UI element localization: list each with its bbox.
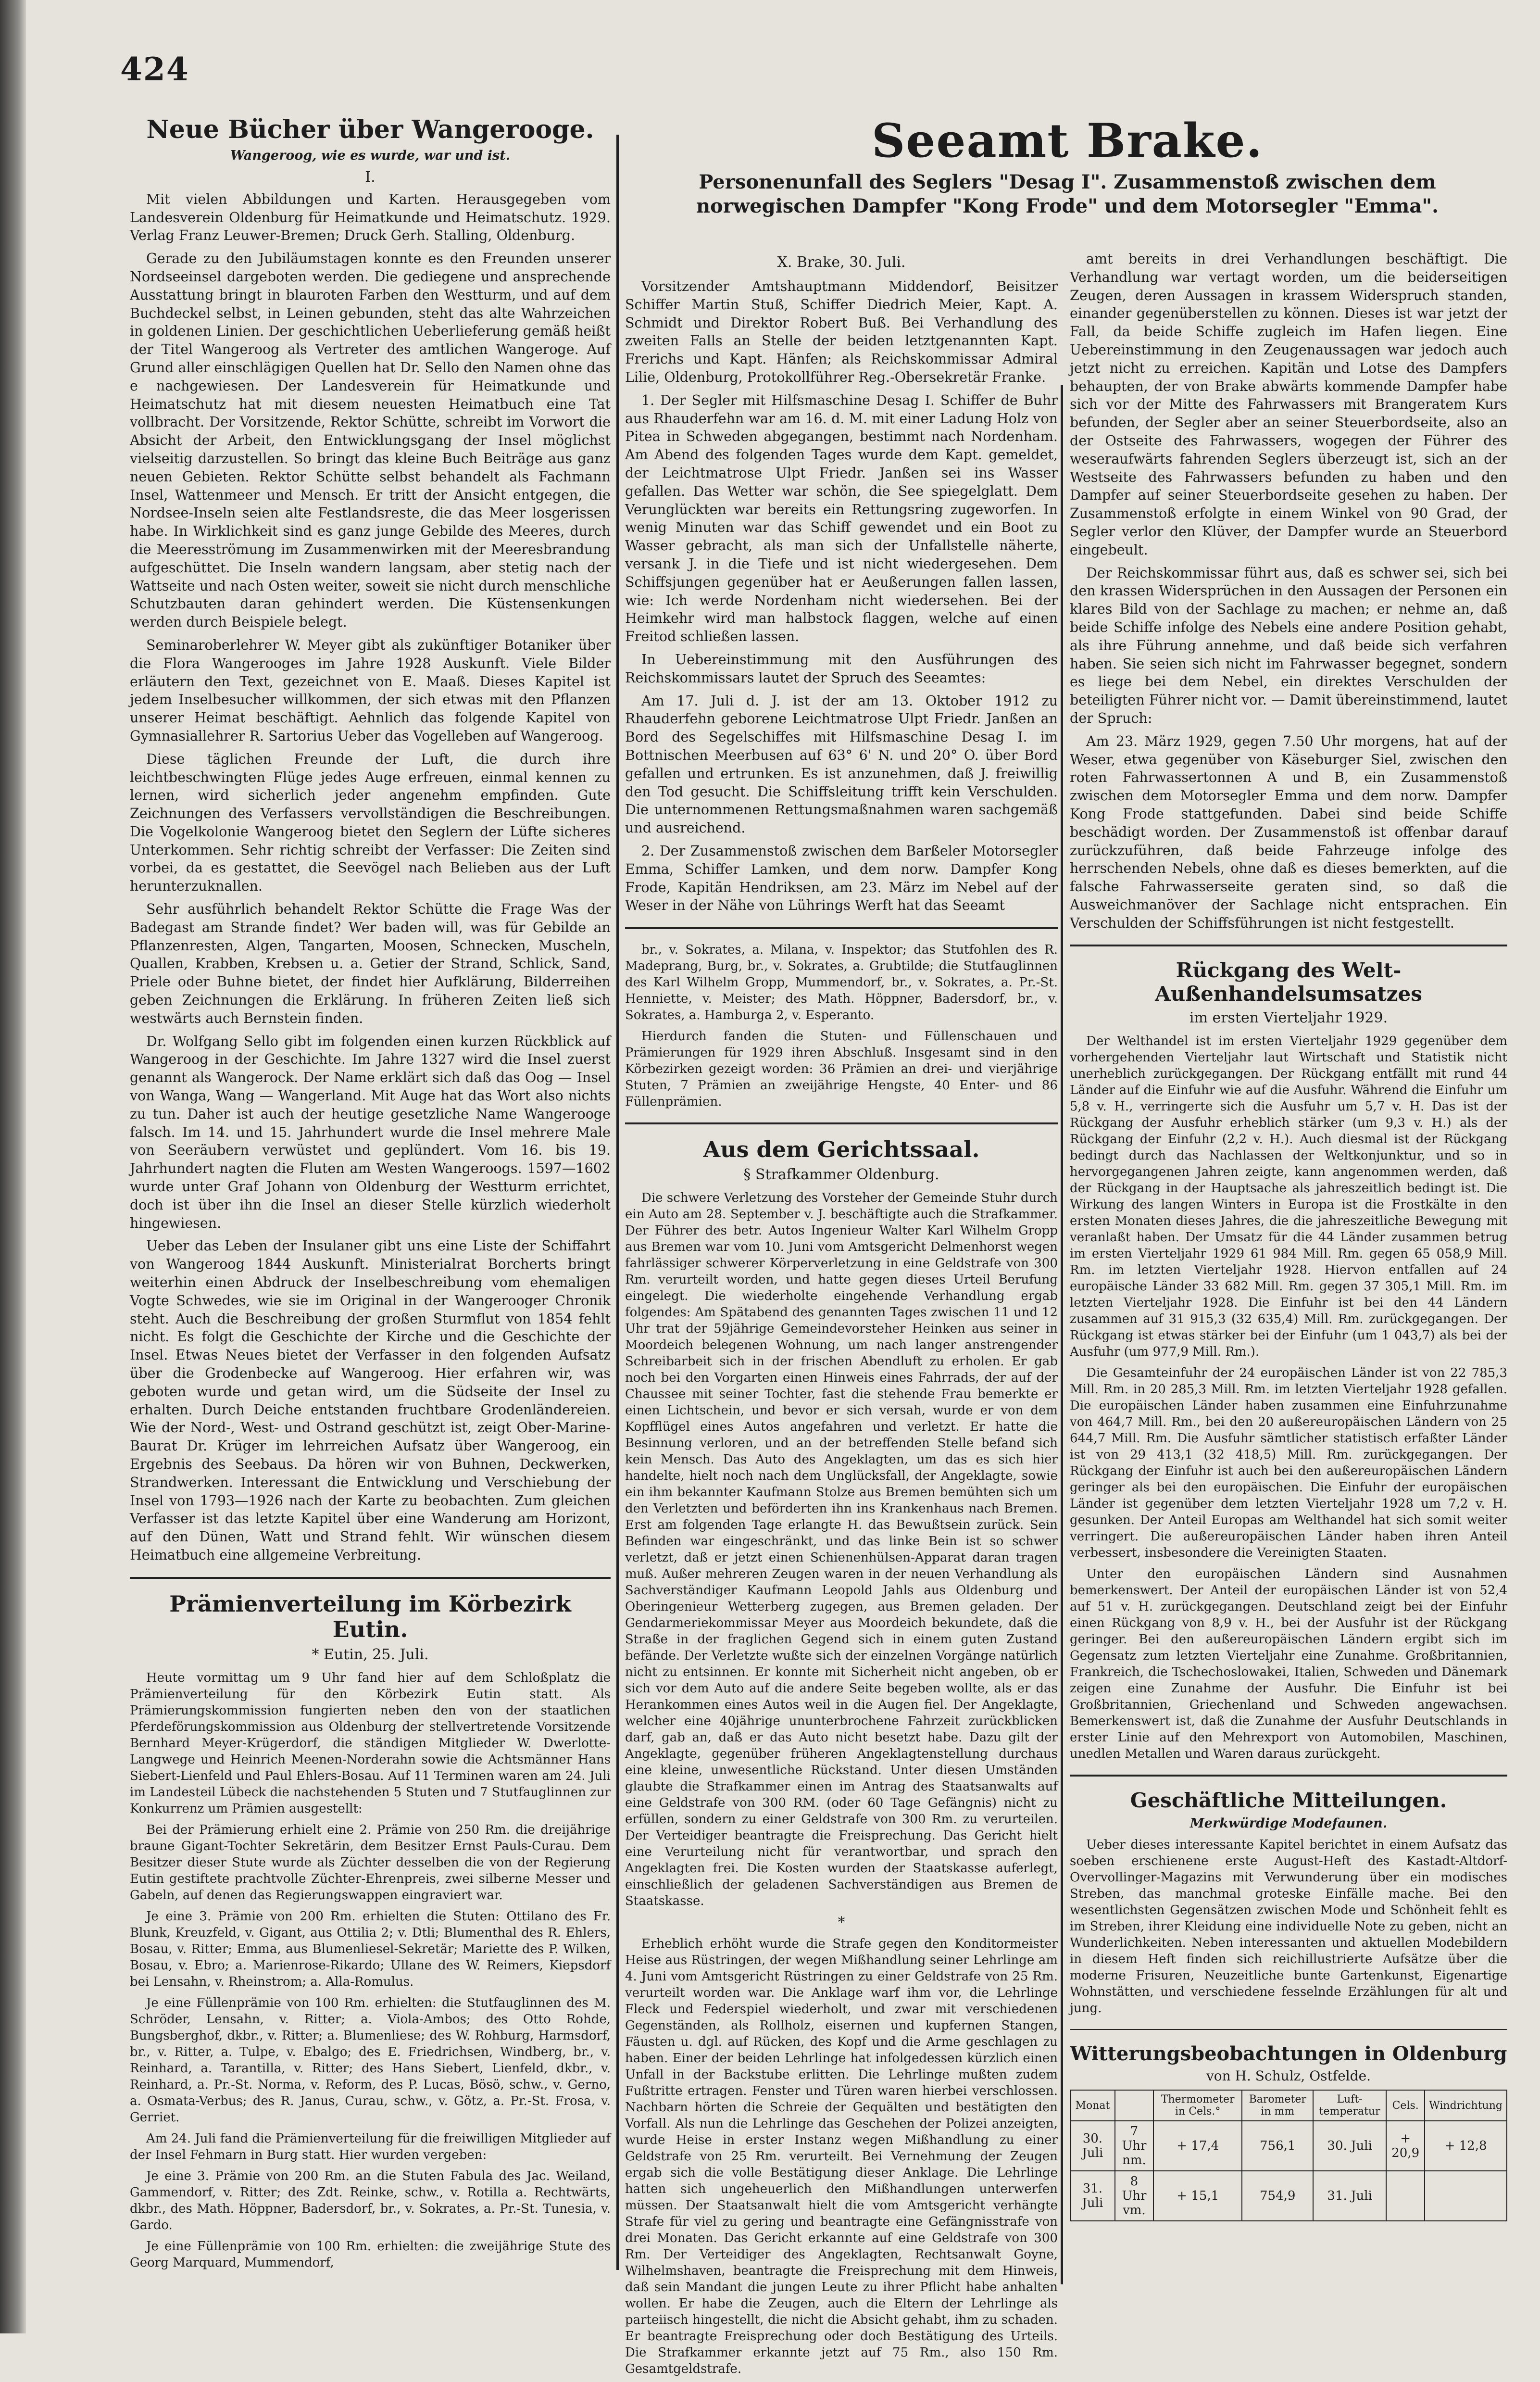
paragraph: Gerade zu den Jubiläumstagen konnte es den Freunden unserer Nordseeinsel dargeboten werden. Die gediegene und ansprechende Ausstattung bringt in blauroten Farben den Westturm, und auf dem Buchdeckel selbst, in Leinen gebunden, steht das alte Wahrzeichen in goldenen Linien. Der geschichtlichen Ueberlieferung gemäß heißt der Titel Wangeroog als Vertreter des amtlichen Wangeroge. Auf Grund aller einschlägigen Quellen hat Dr. Sello den Namen ohne das e nachgewiesen. Der Landesverein für Heimatkunde und Heimatschutz hat mit diesem neuesten Heimatbuch eine Tat vollbracht. Der Vorsitzende, Rektor Schütte, schreibt im Vorwort die Absicht der Arbeit, den Entwicklungsgang der Insel möglichst vielseitig darzustellen. So bringt das kleine Buch Beiträge aus ganz neuen Gebieten. Rektor Schütte selbst behandelt als Fachmann Insel, Wattenmeer und Mensch. Er tritt der Ansicht entgegen, die Nordsee-Inseln seien alte Festlandsreste, die das Meer losgerissen habe. In Wirklichkeit sind es ganz junge Gebilde des Meeres, durch die Meeresströmung im Zusammenwirken mit der Meeresbrandung aufgeschüttet. Die Inseln wandern langsam, aber stetig nach der Wattseite und nach Osten weiter, soweit sie nicht durch menschliche Schutzbauten daran gehindert werden. Die Küstensenkungen werden durch Beispiele belegt. [130, 251, 611, 630]
table-header-cell: Thermometer in Cels.° [1153, 2090, 1242, 2121]
paragraph: Ueber das Leben der Insulaner gibt uns eine Liste der Schiffahrt von Wangeroog 1844 Auskunft. Ministerialrat Borcherts bringt weiterhin einen Abdruck der Inselbeschreibung vom ehemaligen Vogte Schwedes, wie sie im Original in der Wangerooger Chronik steht. Auch die Beschreibung der großen Sturmflut von 1854 fehlt nicht. Es folgt die Geschichte der Kirche und die Geschichte der Insel. Etwas Neues bietet der Verfasser in den folgenden Aufsatz über die Grodenbecke auf Wangeroog. Hier erfahren wir, was geboten wurde und getan wird, um die Südseite der Insel zu erhalten. Durch Deiche entstanden fruchtbare Grodenländereien. Wie der Nord-, West- und Ostrand geschützt ist, zeigt Ober-Marine-Baurat Dr. Krüger im lehrreichen Aufsatz über Wangeroog, ein Ergebnis des Seebaus. Da hören wir von Buhnen, Deckwerken, Strandwerken. Interessant die Entwicklung und Verschiebung der Insel von 1793—1926 nach der Karte zu beobachten. Zum gleichen Verfasser ist das letzte Kapitel über eine Wanderung am Horizont, auf den Dünen, Watt und Strand fehlt. Wir wünschen diesem Heimatbuch eine allgemeine Verbreitung. [130, 1238, 611, 1563]
article-subtitle: Merkwürdige Modefaunen. [1189, 1816, 1388, 1831]
paragraph: Dr. Wolfgang Sello gibt im folgenden einen kurzen Rückblick auf Wangeroog in der Geschichte. Im Jahre 1327 wird die Insel zuerst genannt als Wangerock. Der Name erklärt sich daß das Oog — Insel von Wanga, Wang — Wangerland. Mit Auge hat das Wort also nichts zu tun. Daher ist auch der heutige gesetzliche Name Wangerooge falsch. Im 14. und 15. Jahrhundert wurde die Insel mehrere Male von Seeräubern verwüstet und geplündert. Vom 16. bis 19. Jahrhundert nagten die Fluten am Westen Wangeroogs. 1597—1602 wurde unter Graf Johann von Oldenburg der Westturm errichtet, doch ist über ihn die Insel an dieser Stelle kürzlich wiederholt hingewiesen. [130, 1033, 611, 1231]
table-cell [1425, 2171, 1507, 2221]
page-number: 424 [120, 50, 189, 88]
section-divider [625, 927, 1058, 929]
paragraph: Am 24. Juli fand die Prämienverteilung für die freiwilligen Mitglieder auf der Insel Fehmarn in Burg statt. Hier wurden vergeben: [130, 2131, 611, 2162]
column-2 [625, 250, 1058, 2382]
table-row [1070, 2121, 1507, 2171]
welthandel-body [1070, 1033, 1507, 1762]
paragraph: 1. Der Segler mit Hilfsmaschine Desag I. Schiffer de Buhr aus Rhauderfehn war am 16. d. M. mit einer Ladung Holz von Pitea in Schweden abgegangen, bestimmt nach Nordenham. Am Abend des folgenden Tages wurde dem Kapt. gemeldet, der Leichtmatrose Ulpt Friedr. Janßen sei ins Wasser gefallen. Das Wetter war schön, die See spiegelglatt. Dem Verunglückten war bereits ein Rettungsring zugeworfen. In wenig Minuten war das Schiff gewendet und ein Boot zu Wasser gebracht, als man sich der Unfallstelle näherte, versank J. in die Tiefe und ist nicht wiedergesehen. Dem Schiffsjungen gegenüber hat er Aeußerungen fallen lassen, wie: Ich werde Nordenham nicht wiedersehen. Bei der Heimkehr wird man halbstock flaggen, welche auf einen Freitod schließen lassen. [625, 392, 1058, 645]
article-title-praemien: Prämienverteilung im Körbezirk Eutin. [169, 1590, 571, 1642]
dateline: X. Brake, 30. Juli. [777, 254, 906, 271]
paragraph: Je eine 3. Prämie von 200 Rm. erhielten die Stuten: Ottilano des Fr. Blunk, Kreuzfeld, v. Gigant, aus Ottilia 2; v. Dtli; Blumenthal des R. Ehlers, Bosau, v. Ritter; Emma, aus Blumenliesel-Sekretär; Mariette des P. Wilken, Bosau, v. Ebro; a. Marienrose-Rikardo; Ullane des W. Reimers, Kiepsdorf bei Lensahn, v. Rheinstrom; a. Alla-Romulus. [130, 1909, 611, 1989]
paragraph: Vorsitzender Amtshauptmann Middendorf, Beisitzer Schiffer Martin Stuß, Schiffer Diedrich Meier, Kapt. A. Schmidt und Direktor Robert Buß. Bei Verhandlung des zweiten Falls an Stelle der beiden letztgenannten Kapt. Frerichs und Kapt. Hänfen; als Reichskommissar Admiral Lilie, Oldenburg, Protokollführer Reg.-Obersekretär Franke. [625, 278, 1058, 385]
paragraph: amt bereits in drei Verhandlungen beschäftigt. Die Verhandlung war vertagt worden, um die beiderseitigen Zeugen, deren Aussagen in krassem Widerspruch standen, einander gegenüberstellen zu können. Dieses ist war jetzt der Fall, da beide Schiffe zugleich im Hafen liegen. Eine Uebereinstimmung in den Zeugenaussagen war jedoch auch jetzt nicht zu erreichen. Kapitän und Lotse des Dampfers behaupten, der von Brake abwärts kommende Dampfer habe sich vor der Mitte des Fahrwassers mit Brangeratem Kurs befunden, der Segler aber an seiner Steuerbordseite, also an der Ostseite des Fahrwassers, wogegen der Führer des weseraufwärts fahrenden Seglers überzeugt ist, sich an der Westseite des Fahrwassers befunden zu haben und den Dampfer auf seiner Steuerbordseite gesehen zu haben. Der Zusammenstoß erfolgte in einem Winkel von 90 Grad, der Segler verlor den Klüver, der Dampfer wurde an Steuerbord eingebeult. [1070, 251, 1507, 558]
paragraph: br., v. Sokrates, a. Milana, v. Inspektor; das Stutfohlen des R. Madeprang, Burg, br., v. Sokrates, a. Grubtilde; die Stutfauglinnen des Karl Wilhelm Gropp, Mummendorf, br., v. Sokrates, a. Pr.-St. Henniette, v. Meister; des Math. Höppner, Badersdorf, br., v. Sokrates, a. Hamburga 2, v. Esperanto. [625, 943, 1058, 1023]
table-header-cell: Windrichtung [1425, 2090, 1507, 2121]
table-cell: + 20,9 [1386, 2121, 1425, 2171]
binding-margin [0, 0, 26, 2333]
paragraph: Der Reichskommissar führt aus, daß es schwer sei, sich bei den krassen Widersprüchen in den Aussagen der Personen ein klares Bild von der Sachlage zu machen; er nehme an, daß beide Schiffe infolge des Nebels eine andere Position gehabt, als ihre Führung annehme, und daß beide sich verfahren haben. Sie seien sich nicht im Fahrwasser begegnet, sondern es liege bei dem Nebel, ein direktes Verschulden der beteiligten Führer nicht vor. — Damit übereinstimmend, lautet der Spruch: [1070, 565, 1507, 726]
table-cell: + 12,8 [1425, 2121, 1507, 2171]
section-divider [130, 1577, 611, 1579]
table-header-cell: Luft-temperatur [1313, 2090, 1386, 2121]
weather-table [1070, 2090, 1507, 2221]
table-cell: 756,1 [1242, 2121, 1313, 2171]
section-divider [1070, 1775, 1507, 1777]
paragraph: Bei der Prämierung erhielt eine 2. Prämie von 250 Rm. die dreijährige braune Gigant-Tochter Sekretärin, dem Besitzer Ernst Pauls-Curau. Dem Besitzer dieser Stute wurde als Züchter desselben die von der Regierung Eutin gestiftete prachtvolle Züchter-Ehrenpreis, zwei silberne Messer und Gabeln, auf denen das Regierungswappen eingraviert war. [130, 1822, 611, 1903]
asterisk-divider: * [838, 1914, 845, 1931]
article-title-wangerooge: Neue Bücher über Wangerooge. [146, 115, 594, 144]
table-header-cell: Cels. [1386, 2090, 1425, 2121]
table-cell: 8 Uhr vm. [1115, 2171, 1153, 2221]
weather-box [1070, 2029, 1507, 2221]
section-divider [1070, 2029, 1507, 2030]
table-cell: 754,9 [1242, 2171, 1313, 2221]
table-header-row [1070, 2090, 1507, 2121]
table-cell: 7 Uhr nm. [1115, 2121, 1153, 2171]
section-divider [1070, 945, 1507, 946]
paragraph: Erheblich erhöht wurde die Strafe gegen den Konditormeister Heise aus Rüstringen, der wegen Mißhandlung seiner Lehrlinge am 4. Juni vom Amtsgericht Rüstringen zu einer Geldstrafe von 25 Rm. verurteilt worden war. Die Anklage warf ihm vor, die Lehrlinge Fleck und Federspiel wiederholt, und zwar mit verschiedenen Gegenständen, als Rollholz, eisernen und kupfernen Stangen, Fäusten u. dgl. auf Rücken, des Kopf und die Arme geschlagen zu haben. Einer der beiden Lehrlinge hat infolgedessen kürzlich einen Unfall in der Backstube erlitten. Die Lehrlinge mußten zudem Fußtritte ertragen. Fenster und Türen waren hierbei verschlossen. Nachbarn hörten die Schreie der Gequälten und bestätigten den Vorfall. Als nun die Lehrlinge das Geschehen der Polizei anzeigten, wurde Heise in erster Instanz wegen Mißhandlung zu einer Geldstrafe von 25 Rm. verurteilt. Bei Vernehmung der Zeugen ergab sich die volle Bestätigung dieser Anklage. Die Lehrlinge hatten sich ungeheuerlich den Mißhandlungen unterwerfen müssen. Der Staatsanwalt hielt die vom Amtsgericht verhängte Strafe für viel zu gering und beantragte eine Gefängnisstrafe von drei Monaten. Das Gericht erkannte auf eine Geldstrafe von 300 Rm. Der Verteidiger des Angeklagten, Rechtsanwalt Goyne, Wilhelmshaven, beantragte die Freisprechung mit dem Hinweis, daß sein Mandant die jungen Leute zu ihrer Pflicht habe anhalten wollen. Er habe die Zeugen, auch die Eltern der Lehrlinge als parteiisch hingestellt, die nicht die Absicht gehabt, ihm zu schaden. Er beantragte Freisprechung oder doch Bestätigung des Urteils. Die Strafkammer erkannte jetzt auf 75 Rm., also 150 Rm. Gesamtgeldstrafe. [625, 1936, 1058, 2376]
article-subtitle: im ersten Vierteljahr 1929. [1189, 1009, 1388, 1027]
paragraph: Hierdurch fanden die Stuten- und Füllenschauen und Prämierungen für 1929 ihren Abschluß. Insgesamt sind in den Körbezirken gezeigt worden: 36 Prämien an drei- und vierjährige Stuten, 7 Prämien an zweijährige Hengste, 40 Enter- und 86 Füllenprämien. [625, 1029, 1058, 1109]
article-title-gerichtssaal: Aus dem Gerichtssaal. [703, 1136, 980, 1163]
paragraph: Der Welthandel ist im ersten Vierteljahr 1929 gegenüber dem vorhergehenden Vierteljahr laut Wirtschaft und Statistik nicht unerheblich zurückgegangen. Der Rückgang entfällt mit rund 44 Länder auf die Einfuhr wie auf die Ausfuhr. Während die Einfuhr um 5,8 v. H., verringerte sich die Ausfuhr um 5,7 v. H. Das ist der Rückgang der Ausfuhr erheblich stärker (um 9,3 v. H.) als der Rückgang der Einfuhr (2,2 v. H.). Auch diesmal ist der Rückgang bedingt durch das Nachlassen der Weltkonjunktur, und so in hervorgegangenen Jahren zeigte, kann angenommen werden, daß der Rückgang in der Hauptsache als jahreszeitlich bedingt ist. Die Wirkung des langen Winters in Europa ist die Frostkälte in den ersten Monaten dieses Jahres, die die jahreszeitliche Bewegung mit veranlaßt haben. Der Umsatz für die 44 Länder zusammen betrug im ersten Vierteljahr 1929 61 984 Mill. Rm. gegen 65 058,9 Mill. Rm. im letzten Vierteljahr 1928. Hiervon entfallen auf 24 europäische Länder 33 682 Mill. Rm. gegen 37 305,1 Mill. Rm. im letzten Vierteljahr 1928. Die Einfuhr ist bei den 44 Ländern zusammen auf 31 915,3 (32 635,4) Mill. Rm. zurückgegangen. Der Rückgang ist etwas stärker bei der Einfuhr (um 1 043,7) als bei der Ausfuhr (um 977,9 Mill. Rm.). [1070, 1034, 1507, 1360]
seeamt-body [625, 277, 1058, 915]
paragraph: Am 17. Juli d. J. ist der am 13. Oktober 1912 zu Rhauderfehn geborene Leichtmatrose Ulpt Friedr. Janßen an Bord des Segelschiffes mit Hilfsmaschine Desag I. im Bottnischen Meerbusen auf 63° 6' N. und 20° O. über Bord gefallen und ertrunken. Es ist anzunehmen, daß J. freiwillig den Tod gesucht. Die Schiffsleitung trifft kein Verschulden. Die unternommenen Rettungsmaßnahmen waren sachgemäß und ausreichend. [625, 693, 1058, 836]
table-header-cell: Barometer in mm [1242, 2090, 1313, 2121]
wangerooge-body [130, 190, 611, 1564]
weather-author: von H. Schulz, Ostfelde. [1206, 2068, 1371, 2084]
paragraph: Je eine 3. Prämie von 200 Rm. an die Stuten Fabula des Jac. Weiland, Gammendorf, v. Ritter; des Zdt. Reinke, schw., v. Rotilla a. Rechtwärts, dkbr., des Math. Höppner, Badersdorf, br., v. Sokrates, a. Pr.-St. Tunesia, v. Gardo. [130, 2168, 611, 2232]
seeamt-header [625, 115, 1510, 224]
paragraph: Ueber dieses interessante Kapitel berichtet in einem Aufsatz das soeben erschienene erste August-Heft des Kastadt-Altdorf-Overvollinger-Magazins mit Verwunderung über ein modisches Streben, das manchmal groteske Einfälle mache. Bei den wesentlichsten Gegensätzen zwischen Mode und Schönheit fehlt es im Streben, ihrer Kleidung eine individuelle Note zu geben, nicht an Wunderlichkeiten. Neben interessanten und aktuellen Modebildern in diesem Heft finden sich reichillustrierte Aufsätze über die moderne Frisuren, Neuzeitliche bunte Gartenkunst, Eigenartige Wohnstätten, und verschiedene fesselnde Erzählungen für alt und jung. [1070, 1838, 1507, 2016]
geschaeftliche-body [1070, 1837, 1507, 2017]
table-row [1070, 2171, 1507, 2221]
paragraph: Heute vormittag um 9 Uhr fand hier auf dem Schloßplatz die Prämienverteilung für den Körbezirk Eutin statt. Als Prämierungskommission fungierten neben den von der staatlichen Pferdeförungskommission aus Oldenburg der stellvertretende Vorsitzende Bernhard Meyer-Krügerdorf, die ständigen Mitglieder W. Dwerlotte-Langwege und Heinrich Meenen-Norderahn sowie die Achtsmänner Hans Siebert-Lienfeld und Paul Ehlers-Bosau. Auf 11 Terminen waren am 24. Juli im Landesteil Lübeck die nachstehenden 5 Stuten und 7 Stutfauglinnen zur Konkurrenz um Prämien ausgestellt: [130, 1670, 611, 1816]
table-cell: + 15,1 [1153, 2171, 1242, 2221]
paragraph: Mit vielen Abbildungen und Karten. Herausgegeben vom Landesverein Oldenburg für Heimatkunde und Heimatschutz. 1929. Verlag Franz Leuwer-Bremen; Druck Gerh. Stalling, Oldenburg. [130, 191, 611, 244]
table-cell: 31. Juli [1070, 2171, 1115, 2221]
dateline: § Strafkammer Oldenburg. [743, 1166, 939, 1183]
table-header-cell: Monat [1070, 2090, 1115, 2121]
table-cell: 30. Juli [1313, 2121, 1386, 2171]
paragraph: Die Gesamteinfuhr der 24 europäischen Länder ist von 22 785,3 Mill. Rm. in 20 285,3 Mill. Rm. im letzten Vierteljahr 1928 gefallen. Die europäischen Länder haben zusammen eine Einfuhrzunahme von 464,7 Mill. Rm., bei den 20 außereuropäischen Ländern von 25 644,7 Mill. Rm. Die Ausfuhr sämtlicher statistisch erfaßter Länder ist von 29 413,1 (32 418,5) Mill. Rm. zurückgegangen. Der Rückgang der Einfuhr ist auch bei den außereuropäischen Ländern geringer als bei den europäischen. Die Einfuhr der europäischen Länder ist gegenüber dem letzten Vierteljahr 1928 um 7,2 v. H. gesunken. Der Anteil Europas am Welthandel hat sich somit weiter verringert. Die außereuropäischen Länder haben ihren Anteil verbessert, insbesondere die Vereinigten Staaten. [1070, 1366, 1507, 1561]
paragraph: Seminaroberlehrer W. Meyer gibt als zukünftiger Botaniker über die Flora Wangerooges im Jahre 1928 Auskunft. Viele Bilder erläutern den Text, gezeichnet von E. Maaß. Dieses Kapitel ist jedem Inselbesucher willkommen, der sich etwas mit den Pflanzen unserer Heimat beschäftigt. Aehnlich das folgende Kapitel von Gymnasiallehrer R. Sartorius Ueber das Vogelleben auf Wangeroog. [130, 637, 611, 744]
article-title-seeamt: Seeamt Brake. [872, 113, 1263, 168]
article-title-welthandel: Rückgang des Welt-Außenhandelsumsatzes [1155, 958, 1422, 1006]
paragraph: In Uebereinstimmung mit den Ausführungen des Reichskommissars lautet der Spruch des Seeamtes: [625, 651, 1058, 686]
section-divider [625, 1122, 1058, 1124]
section-number: I. [365, 168, 376, 186]
praemien-continued [625, 942, 1058, 1110]
paragraph: Unter den europäischen Ländern sind Ausnahmen bemerkenswert. Der Anteil der europäischen Länder ist von 52,4 auf 51 v. H. zurückgegangen. Deutschland zeigt bei der Einfuhr einen Rückgang von 8,9 v. H., bei der Ausfuhr ist der Rückgang geringer. Bei den außereuropäischen Ländern ergibt sich im Gegensatz zum letzten Vierteljahr eine Zunahme. Großbritannien, Frankreich, die Tschechoslowakei, Italien, Schweden und Dänemark zeigen eine Zunahme der Ausfuhr. Die Einfuhr ist bei Großbritannien, Griechenland und Schweden angewachsen. Bemerkenswert ist, daß die Zunahme der Ausfuhr Deutschlands in erster Linie auf den Mehrexport von Automobilen, Maschinen, unedlen Metallen und Waren daraus zurückgeht. [1070, 1567, 1507, 1762]
praemien-body [130, 1670, 611, 2271]
paragraph: Sehr ausführlich behandelt Rektor Schütte die Frage Was der Badegast am Strande findet? Wer baden will, was für Gebilde an Pflanzenresten, Algen, Tangarten, Moosen, Schnecken, Muscheln, Quallen, Krabben, Krebsen u. a. Getier der Strand, Schlick, Sand, Priele oder Buhne bietet, der findet hier Aufklärung, Bilderreihen geben Zeichnungen die Erklärung. In früheren Zeiten ließ sich westwärts auch Bernstein finden. [130, 901, 611, 1026]
paragraph: Diese täglichen Freunde der Luft, die durch ihre leichtbeschwingten Flüge jedes Auge erfreuen, einmal kennen zu lernen, wird sicherlich jeder angenehm empfinden. Gute Zeichnungen des Verfassers vervollständigen die Beschreibungen. Die Vogelkolonie Wangeroog bietet den Seglern der Lüfte sicheres Unterkommen. Sehr richtig schreibt der Verfasser: Die Zeiten sind vorbei, da es gestattet, die Seevögel nach Belieben aus der Luft herunterzuknallen. [130, 751, 611, 895]
table-cell: 30. Juli [1070, 2121, 1115, 2171]
paragraph: Je eine Füllenprämie von 100 Rm. erhielten: die Stutfauglinnen des M. Schröder, Lensahn, v. Ritter; a. Viola-Ambos; des Otto Rohde, Bungsberghof, dkbr., v. Ritter; a. Blumenliese; des W. Rohburg, Harmsdorf, br., v. Ritter, a. Tulpe, v. Ebalgo; des E. Friedrichsen, Windberg, br., v. Reinhard, a. Tarantilla, v. Ritter; des Hans Siebert, Lienfeld, dkbr., v. Reinhard, a. Pr.-St. Norma, v. Reform, des P. Lucas, Bösö, schw., v. Gerno, a. Osmata-Verbus; des R. Janus, Curau, schw., v. Götz, a. Pr.-St. Frosa, v. Gerriet. [130, 1995, 611, 2125]
paragraph: 2. Der Zusammenstoß zwischen dem Barßeler Motorsegler Emma, Schiffer Lamken, und dem norw. Dampfer Kong Frode, Kapitän Hendriksen, am 23. März im Nebel auf der Weser in der Nähe von Lührings Werft hat das Seeamt [625, 843, 1058, 914]
seeamt-continued [1070, 250, 1507, 932]
paragraph: Je eine Füllenprämie von 100 Rm. erhielten: die zweijährige Stute des Georg Marquard, Mummendorf, [130, 2239, 611, 2270]
article-subtitle-seeamt: Personenunfall des Seglers "Desag I". Zusammenstoß zwischen dem norwegischen Dampfer "Kong Frode" und dem Motorsegler "Emma". [696, 170, 1439, 217]
table-cell: + 17,4 [1153, 2121, 1242, 2171]
paragraph: Die schwere Verletzung des Vorsteher der Gemeinde Stuhr durch ein Auto am 28. September v. J. beschäftigte auch die Strafkammer. Der Führer des betr. Autos Ingenieur Walter Karl Wilhelm Gropp aus Bremen war vom 10. Juni vom Amtsgericht Delmenhorst wegen fahrlässiger schwerer Körperverletzung in eine Geldstrafe von 300 Rm. verurteilt worden, und hatte gegen dieses Urteil Berufung eingelegt. Die wiederholte eingehende Verhandlung ergab folgendes: Am Spätabend des genannten Tages zwischen 11 und 12 Uhr trat der 59jährige Gemeindevorsteher Heinken aus seiner in Moordeich belegenen Wohnung, um nach langer anstrengender Schreibarbeit sich in der frischen Abendluft zu erholen. Er gab noch bei den Vorgarten einen Hinweis eines Fahrrads, der auf der Chaussee mit seiner Tochter, fast die stehende Frau bemerkte er einen Lichtschein, und bevor er sich versah, wurde er von dem Kopfflügel eines Autos angefahren und verletzt. Er hatte die Besinnung verloren, und an der betreffenden Stelle befand sich kein Mensch. Das Auto des Angeklagten, um das es sich hier handelte, hielt noch nach dem Unglücksfall, der Angeklagte, sowie ein ihm bekannter Kaufmann Stolze aus Bremen bemühten sich um den Verletzten und beförderten ihn ins Krankenhaus nach Bremen. Erst am folgenden Tage erlangte H. das Bewußtsein zurück. Sein Befinden war eingeschränkt, und das linke Bein ist so schwer verletzt, daß er jetzt einen Schienenhülsen-Apparat daran tragen muß. Außer mehreren Zeugen waren in der neuen Verhandlung als Sachverständiger Kaufmann Leopold Jahls aus Oldenburg und Oberingenieur Wetterberg zugegen, aus Bremen geladen. Der Gendarmeriekommissar Meyer aus Moordeich bekundete, daß die Straße in der fraglichen Gegend sich in einem guten Zustand befände. Der Verletzte wußte sich der einzelnen Vorgänge natürlich nicht zu entsinnen. Er konnte mit Sicherheit nicht angeben, ob er sich vor dem Auto auf die andere Seite begeben wollte, als er das Herankommen eines Autos weil in die Augen fiel. Der Angeklagte, welcher eine 40jährige ununterbrochene Fahrzeit zurückblicken darf, gab an, daß er das Auto nicht besetzt habe. Dazu gilt der Angeklagte, gegenüber früheren Angeklagtenstellung durchaus eine kleine, unwesentliche Rückstand. Unter diesen Umständen glaubte die Strafkammer einen im Antrag des Staatsanwalts auf eine Geldstrafe von 300 RM. (oder 60 Tage Gefängnis) nicht zu erfüllen, sondern zu einer Geldstrafe von 300 Rm. zu verurteilen. Der Verteidiger beantragte die Freisprechung. Das Gericht hielt eine Verurteilung nicht für verantwortbar, und sprach den Angeklagten frei. Die Kosten wurden der Staatskasse auferlegt, einschließlich der geladenen Sachverständigen aus Bremen de Staatskasse. [625, 1190, 1058, 1908]
table-header-cell [1115, 2090, 1153, 2121]
column-1 [130, 115, 611, 2276]
article-subtitle: Wangeroog, wie es wurde, war und ist. [230, 148, 511, 163]
article-title-geschaeftliche: Geschäftliche Mitteilungen. [1130, 1789, 1447, 1813]
weather-title: Witterungsbeobachtungen in Oldenburg [1070, 2042, 1507, 2066]
column-3 [1070, 250, 1507, 2221]
column-rule-right [1061, 385, 1063, 2284]
table-cell [1386, 2171, 1425, 2221]
column-rule-left [616, 135, 619, 2270]
table-cell: 31. Juli [1313, 2171, 1386, 2221]
gerichtssaal-body [625, 1190, 1058, 2377]
paragraph: Am 23. März 1929, gegen 7.50 Uhr morgens, hat auf der Weser, etwa gegenüber von Käseburger Siel, zwischen den roten Fahrwassertonnen A und B, ein Zusammenstoß zwischen dem Motorsegler Emma und dem norw. Dampfer Kong Frode stattgefunden. Dabei sind beide Schiffe beschädigt worden. Der Zusammenstoß ist offenbar darauf zurückzuführen, daß beide Fahrzeuge infolge des herrschenden Nebels, ohne daß es dieses bemerkten, auf die falsche Fahrwasserseite geraten sind, so daß die Ausweichmanöver der Sachlage nicht entsprachen. Ein Verschulden der Schiffsführungen ist nicht festgestellt. [1070, 733, 1507, 931]
dateline: * Eutin, 25. Juli. [312, 1646, 429, 1663]
